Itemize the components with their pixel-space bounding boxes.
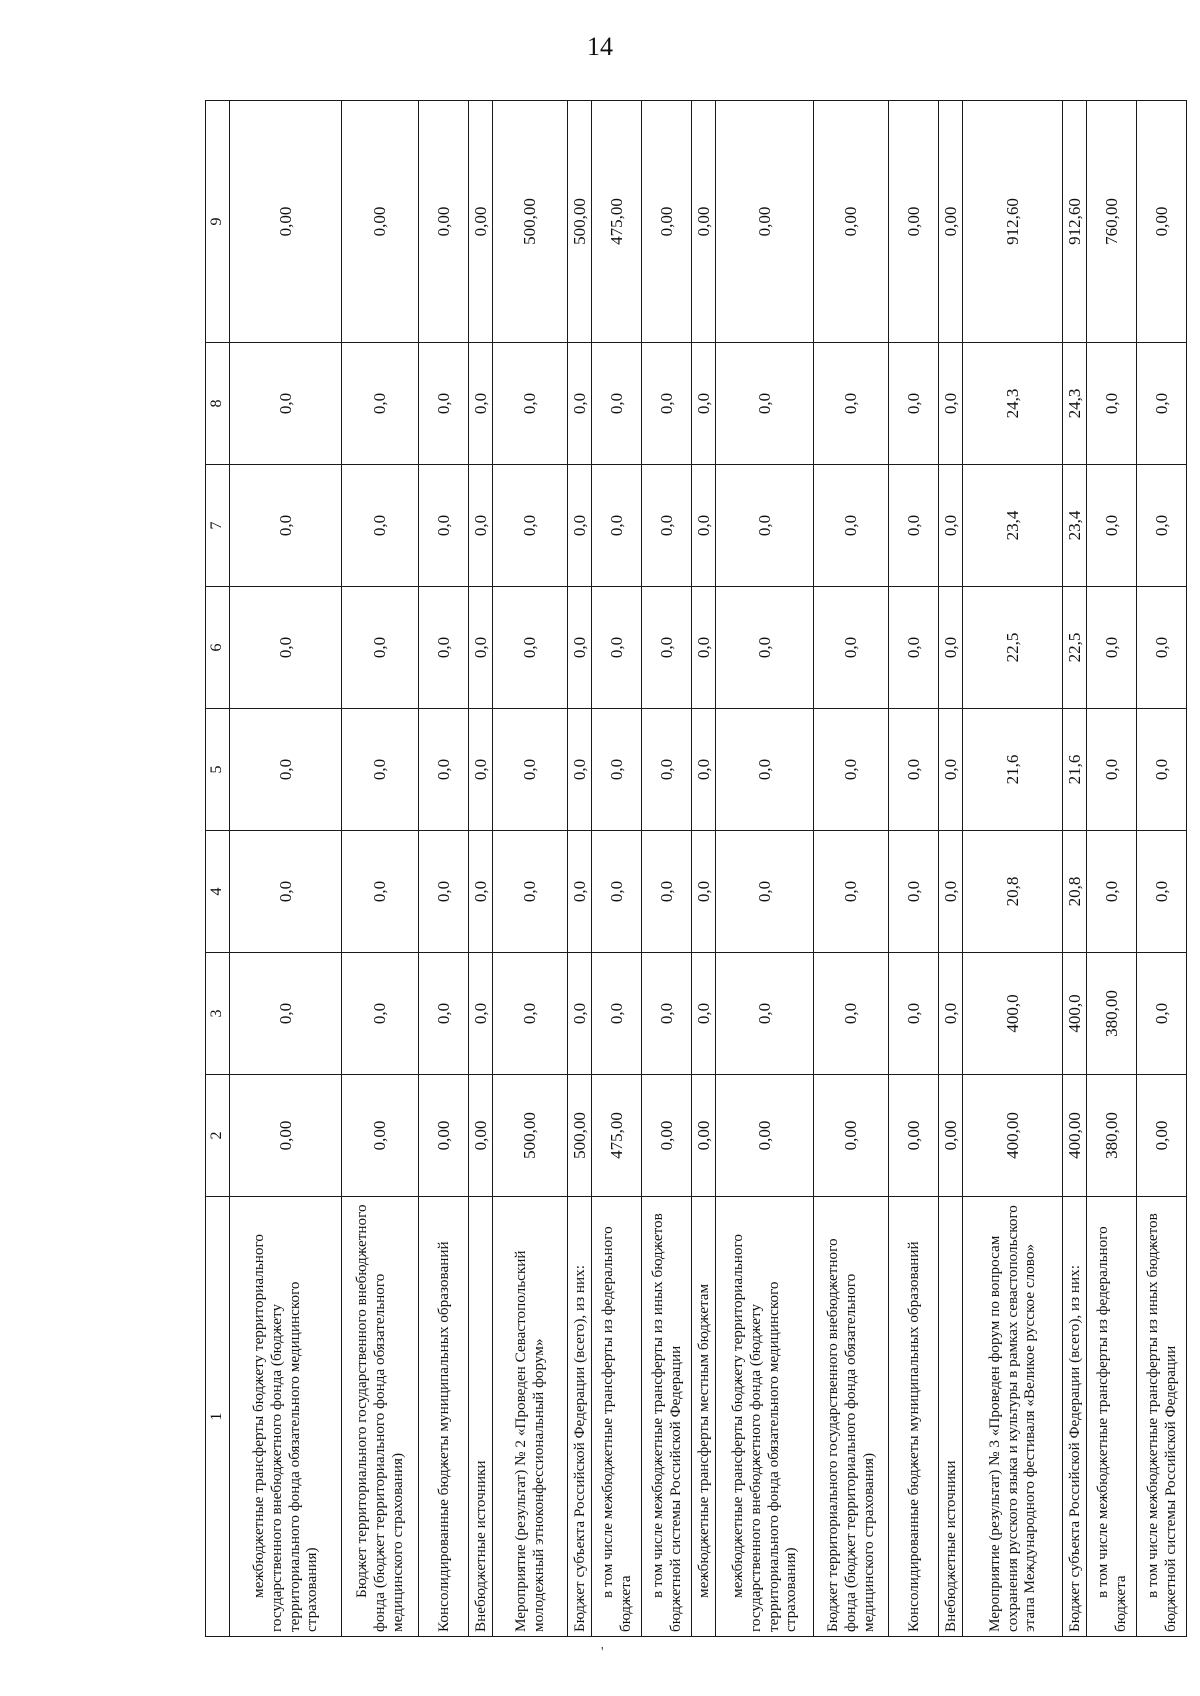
value-cell: 0,0: [814, 831, 889, 953]
value-cell: 760,00: [1087, 101, 1137, 343]
row-label: Бюджет субъекта Российской Федерации (всего), из них:: [1063, 1197, 1087, 1637]
value-cell: 0,0: [692, 953, 716, 1075]
value-cell: 0,0: [1087, 343, 1137, 465]
value-cell: 0,0: [469, 465, 493, 587]
value-cell: 400,0: [1063, 953, 1087, 1075]
value-cell: 0,0: [642, 343, 692, 465]
value-cell: 0,0: [889, 465, 939, 587]
table-row: [1087, 101, 1137, 1637]
value-cell: 24,3: [963, 343, 1063, 465]
value-cell: 0,00: [716, 1075, 814, 1197]
rotated-table-container: [205, 101, 1179, 1637]
value-cell: 0,0: [592, 953, 642, 1075]
value-cell: 0,0: [889, 953, 939, 1075]
row-label: Бюджет территориального государственного внебюджетного фонда (бюджет территориального фонда обязательного медицинского страхования): [342, 1197, 419, 1637]
value-cell: 380,00: [1087, 953, 1137, 1075]
table-row: [230, 101, 342, 1637]
header-cell: 6: [206, 587, 230, 709]
value-cell: 0,00: [814, 1075, 889, 1197]
value-cell: 475,00: [592, 101, 642, 343]
value-cell: 0,0: [419, 709, 469, 831]
value-cell: 0,0: [230, 465, 342, 587]
header-cell: 9: [206, 101, 230, 343]
value-cell: 0,0: [642, 465, 692, 587]
value-cell: 0,0: [889, 343, 939, 465]
value-cell: 500,00: [493, 1075, 568, 1197]
table-row: [814, 101, 889, 1637]
value-cell: 0,0: [230, 587, 342, 709]
value-cell: 0,0: [692, 343, 716, 465]
value-cell: 0,0: [493, 709, 568, 831]
value-cell: 24,3: [1063, 343, 1087, 465]
value-cell: 0,0: [469, 709, 493, 831]
value-cell: 0,0: [592, 465, 642, 587]
value-cell: 0,0: [568, 709, 592, 831]
header-cell: 7: [206, 465, 230, 587]
row-label: Консолидированные бюджеты муниципальных образований: [889, 1197, 939, 1637]
value-cell: 22,5: [963, 587, 1063, 709]
value-cell: 0,00: [419, 101, 469, 343]
value-cell: 0,0: [592, 831, 642, 953]
table-row: [692, 101, 716, 1637]
value-cell: 0,0: [592, 343, 642, 465]
table-body: [206, 101, 1187, 1637]
value-cell: 0,0: [642, 831, 692, 953]
value-cell: 0,0: [939, 831, 963, 953]
value-cell: 0,0: [1137, 953, 1187, 1075]
value-cell: 0,00: [692, 101, 716, 343]
value-cell: 0,00: [230, 1075, 342, 1197]
row-label: Внебюджетные источники: [939, 1197, 963, 1637]
value-cell: 0,00: [939, 101, 963, 343]
value-cell: 0,0: [568, 343, 592, 465]
table-row: [642, 101, 692, 1637]
header-cell: 3: [206, 953, 230, 1075]
value-cell: 0,0: [568, 831, 592, 953]
value-cell: 0,0: [1087, 709, 1137, 831]
stray-mark: ': [601, 1645, 604, 1660]
value-cell: 0,0: [230, 343, 342, 465]
value-cell: 500,00: [568, 1075, 592, 1197]
value-cell: 0,00: [889, 1075, 939, 1197]
value-cell: 0,0: [342, 953, 419, 1075]
value-cell: 0,0: [342, 587, 419, 709]
value-cell: 0,0: [814, 587, 889, 709]
table-row: [493, 101, 568, 1637]
value-cell: 0,0: [419, 587, 469, 709]
budget-table: [205, 100, 1187, 1637]
value-cell: 0,0: [814, 953, 889, 1075]
value-cell: 0,0: [1137, 343, 1187, 465]
header-row: [206, 101, 230, 1637]
value-cell: 0,0: [716, 709, 814, 831]
value-cell: 0,0: [592, 587, 642, 709]
value-cell: 912,60: [1063, 101, 1087, 343]
value-cell: 20,8: [1063, 831, 1087, 953]
value-cell: 0,0: [1087, 465, 1137, 587]
value-cell: 0,0: [939, 343, 963, 465]
value-cell: 0,0: [568, 465, 592, 587]
value-cell: 0,00: [342, 101, 419, 343]
value-cell: 0,0: [568, 953, 592, 1075]
value-cell: 0,0: [493, 343, 568, 465]
value-cell: 0,0: [814, 465, 889, 587]
value-cell: 475,00: [592, 1075, 642, 1197]
table-row: [1137, 101, 1187, 1637]
value-cell: 0,0: [716, 831, 814, 953]
value-cell: 0,0: [493, 465, 568, 587]
value-cell: 0,0: [342, 465, 419, 587]
value-cell: 0,0: [889, 831, 939, 953]
value-cell: 0,0: [419, 465, 469, 587]
value-cell: 500,00: [568, 101, 592, 343]
value-cell: 0,0: [1087, 587, 1137, 709]
value-cell: 0,0: [1137, 831, 1187, 953]
value-cell: 0,0: [493, 587, 568, 709]
table-row: [1063, 101, 1087, 1637]
value-cell: 0,0: [342, 831, 419, 953]
value-cell: 0,0: [939, 709, 963, 831]
value-cell: 0,0: [716, 953, 814, 1075]
value-cell: 0,0: [642, 953, 692, 1075]
value-cell: 21,6: [963, 709, 1063, 831]
value-cell: 0,0: [1137, 587, 1187, 709]
value-cell: 0,0: [469, 587, 493, 709]
value-cell: 0,0: [939, 465, 963, 587]
value-cell: 0,0: [1087, 831, 1137, 953]
row-label: в том числе межбюджетные трансферты из федерального бюджета: [1087, 1197, 1137, 1637]
value-cell: 0,0: [493, 831, 568, 953]
table-row: [592, 101, 642, 1637]
value-cell: 0,0: [692, 587, 716, 709]
value-cell: 0,0: [716, 465, 814, 587]
value-cell: 912,60: [963, 101, 1063, 343]
value-cell: 0,0: [814, 709, 889, 831]
value-cell: 23,4: [1063, 465, 1087, 587]
page-number: 14: [587, 32, 613, 61]
value-cell: 0,00: [1137, 1075, 1187, 1197]
value-cell: 0,00: [230, 101, 342, 343]
value-cell: 0,0: [419, 831, 469, 953]
value-cell: 0,0: [592, 709, 642, 831]
value-cell: 0,0: [469, 953, 493, 1075]
value-cell: 0,0: [469, 831, 493, 953]
row-label: Внебюджетные источники: [469, 1197, 493, 1637]
value-cell: 0,0: [716, 343, 814, 465]
value-cell: 0,00: [642, 101, 692, 343]
value-cell: 23,4: [963, 465, 1063, 587]
value-cell: 0,0: [692, 465, 716, 587]
value-cell: 22,5: [1063, 587, 1087, 709]
row-label: Мероприятие (результат) № 3 «Проведен форум по вопросам сохранения русского языка и культуры в рамках севастопольского этапа Международного фестиваля «Великое русское слово»: [963, 1197, 1063, 1637]
value-cell: 0,00: [342, 1075, 419, 1197]
row-label: межбюджетные трансферты бюджету территориального государственного внебюджетного фонда (бюджету территориального фонда обязательного медицинского страхования): [230, 1197, 342, 1637]
header-cell: 4: [206, 831, 230, 953]
value-cell: 0,0: [642, 709, 692, 831]
value-cell: 0,00: [939, 1075, 963, 1197]
value-cell: 0,0: [230, 953, 342, 1075]
table-row: [963, 101, 1063, 1637]
value-cell: 0,0: [469, 343, 493, 465]
row-label: в том числе межбюджетные трансферты из иных бюджетов бюджетной системы Российской Федерации: [1137, 1197, 1187, 1637]
value-cell: 0,00: [419, 1075, 469, 1197]
table-row: [716, 101, 814, 1637]
value-cell: 0,0: [1137, 709, 1187, 831]
table-row: [342, 101, 419, 1637]
row-label: Бюджет субъекта Российской Федерации (всего), из них:: [568, 1197, 592, 1637]
value-cell: 0,0: [230, 831, 342, 953]
table-row: [419, 101, 469, 1637]
header-cell: 1: [206, 1197, 230, 1637]
value-cell: 21,6: [1063, 709, 1087, 831]
value-cell: 0,0: [716, 587, 814, 709]
header-cell: 2: [206, 1075, 230, 1197]
row-label: Консолидированные бюджеты муниципальных образований: [419, 1197, 469, 1637]
value-cell: 0,0: [939, 587, 963, 709]
value-cell: 0,0: [939, 953, 963, 1075]
header-cell: 5: [206, 709, 230, 831]
header-cell: 8: [206, 343, 230, 465]
value-cell: 0,00: [642, 1075, 692, 1197]
value-cell: 380,00: [1087, 1075, 1137, 1197]
value-cell: 0,00: [469, 101, 493, 343]
row-label: в том числе межбюджетные трансферты из федерального бюджета: [592, 1197, 642, 1637]
row-label: Бюджет территориального государственного внебюджетного фонда (бюджет территориального фонда обязательного медицинского страхования): [814, 1197, 889, 1637]
value-cell: 0,0: [692, 831, 716, 953]
value-cell: 0,0: [642, 587, 692, 709]
value-cell: 0,0: [419, 953, 469, 1075]
value-cell: 0,00: [889, 101, 939, 343]
table-row: [469, 101, 493, 1637]
value-cell: 0,0: [493, 953, 568, 1075]
value-cell: 0,00: [692, 1075, 716, 1197]
value-cell: 500,00: [493, 101, 568, 343]
value-cell: 0,0: [230, 709, 342, 831]
value-cell: 0,00: [1137, 101, 1187, 343]
value-cell: 0,0: [568, 587, 592, 709]
value-cell: 0,0: [342, 343, 419, 465]
value-cell: 0,00: [716, 101, 814, 343]
value-cell: 400,0: [963, 953, 1063, 1075]
row-label: Мероприятие (результат) № 2 «Проведен Севастопольский молодежный этноконфессиональный форум»: [493, 1197, 568, 1637]
value-cell: 400,00: [1063, 1075, 1087, 1197]
value-cell: 400,00: [963, 1075, 1063, 1197]
value-cell: 0,00: [469, 1075, 493, 1197]
value-cell: 0,0: [692, 709, 716, 831]
value-cell: 0,0: [419, 343, 469, 465]
row-label: межбюджетные трансферты местным бюджетам: [692, 1197, 716, 1637]
table-row: [939, 101, 963, 1637]
value-cell: 0,0: [1137, 465, 1187, 587]
table-row: [568, 101, 592, 1637]
row-label: в том числе межбюджетные трансферты из иных бюджетов бюджетной системы Российской Федерации: [642, 1197, 692, 1637]
value-cell: 0,0: [889, 587, 939, 709]
value-cell: 0,0: [342, 709, 419, 831]
value-cell: 20,8: [963, 831, 1063, 953]
value-cell: 0,0: [889, 709, 939, 831]
value-cell: 0,00: [814, 101, 889, 343]
value-cell: 0,0: [814, 343, 889, 465]
row-label: межбюджетные трансферты бюджету территориального государственного внебюджетного фонда (бюджету территориального фонда обязательного медицинского страхования): [716, 1197, 814, 1637]
table-row: [889, 101, 939, 1637]
